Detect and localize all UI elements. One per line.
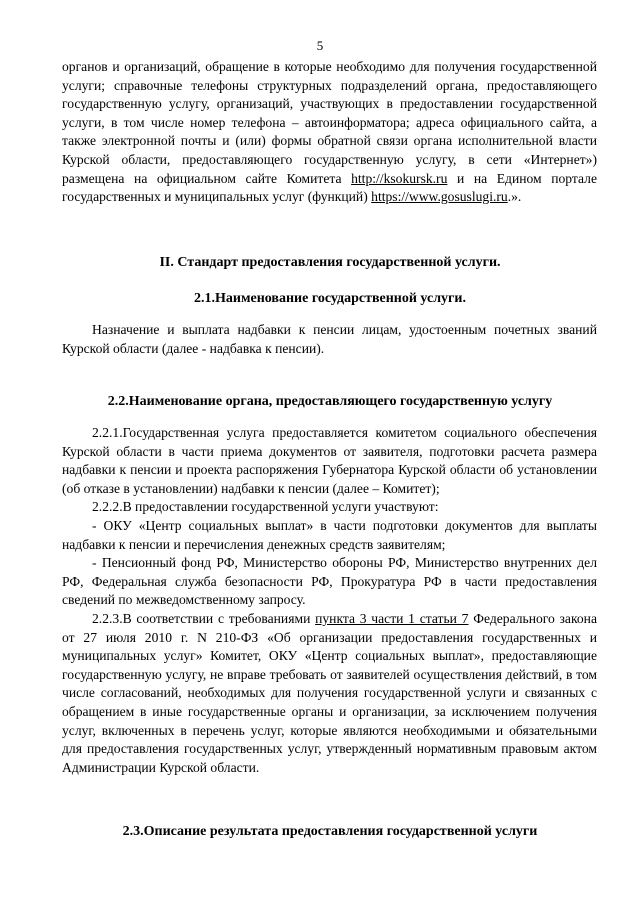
paragraph-2-2-3-start: 2.2.3.В соответствии с требованиями: [92, 610, 316, 626]
section-2-1-heading: 2.1.Наименование государственной услуги.: [194, 291, 466, 306]
paragraph-2-2-3-rest: Федерального закона от 27 июля 2010 г. N 210-ФЗ «Об организации предоставления государственных и муниципальных услуг» Комитет, ОКУ «Центр социальных выплат», предоставляющие государственную услугу, не вправе требовать от заявителей осуществления действий, в том числе согласований, необходимых для получения государственной услуги и связанных с обращением в иные государственные органы и организации, за исключением получения услуг, включенных в перечень услуг, которые являются необходимыми и обязательными для предоставления государственных услуг, утвержденный нормативным правовым актом Администрации Курской области.: [62, 610, 597, 775]
section-2-2-body: [62, 424, 597, 777]
ksokursk-link[interactable]: http://ksokursk.ru: [351, 170, 448, 186]
paragraph-2-2-3: [62, 610, 597, 777]
law-reference-link[interactable]: пункта 3 части 1 статьи 7: [315, 610, 469, 626]
paragraph-oku: - ОКУ «Центр социальных выплат» в части подготовки документов для выплаты надбавки к пенсии и перечисления денежных средств заявителям;: [62, 517, 597, 552]
intro-text: органов и организаций, обращение в которые необходимо для получения государственной услуги; справочные телефоны структурных подразделений органа, предоставляющего государственную услугу, организаций, участвующих в предоставлении государственной услуги, в том числе номер телефона – автоинформатора; адреса официального сайта, а также электронной почты и (или) формы обратной связи органа исполнительной власти Курской области, предоставляющего государственную услугу, в сети «Интернет») размещена на официальном сайте Комитета: [62, 59, 597, 186]
intro-text-end: .».: [507, 189, 522, 205]
gosuslugi-link[interactable]: https://www.gosuslugi.ru: [371, 189, 508, 205]
section-2-2-heading: 2.2.Наименование органа, предоставляющего государственную услугу: [107, 394, 553, 409]
intro-text-middle: и на Едином портале государственных и муниципальных услуг (функций): [62, 170, 598, 205]
page-number: 5: [316, 38, 324, 53]
paragraph-2-2-2: 2.2.2.В предоставлении государственной услуги участвуют:: [92, 499, 439, 515]
section-2-1-text: Назначение и выплата надбавки к пенсии лицам, удостоенным почетных званий Курской области (далее - надбавка к пенсии).: [62, 322, 597, 356]
paragraph-2-2-1: 2.2.1.Государственная услуга предоставляется комитетом социального обеспечения Курской области в части приема документов от заявителя, подготовки расчета размера надбавки к пенсии и проекта распоряжения Губернатора Курской области об установлении (об отказе в установлении) надбавки к пенсии (далее – Комитет);: [62, 425, 597, 496]
section-2-3-heading: 2.3.Описание результата предоставления государственной услуги: [122, 824, 538, 839]
paragraph-agencies: - Пенсионный фонд РФ, Министерство обороны РФ, Министерство внутренних дел РФ, Федеральная служба безопасности РФ, Прокуратура РФ в части предоставления сведений по межведомственному запросу.: [62, 555, 597, 608]
intro-paragraph: [62, 58, 597, 207]
section-2-1-text-block: [62, 321, 597, 358]
section-2-heading: II. Стандарт предоставления государственной услуги.: [159, 255, 501, 270]
